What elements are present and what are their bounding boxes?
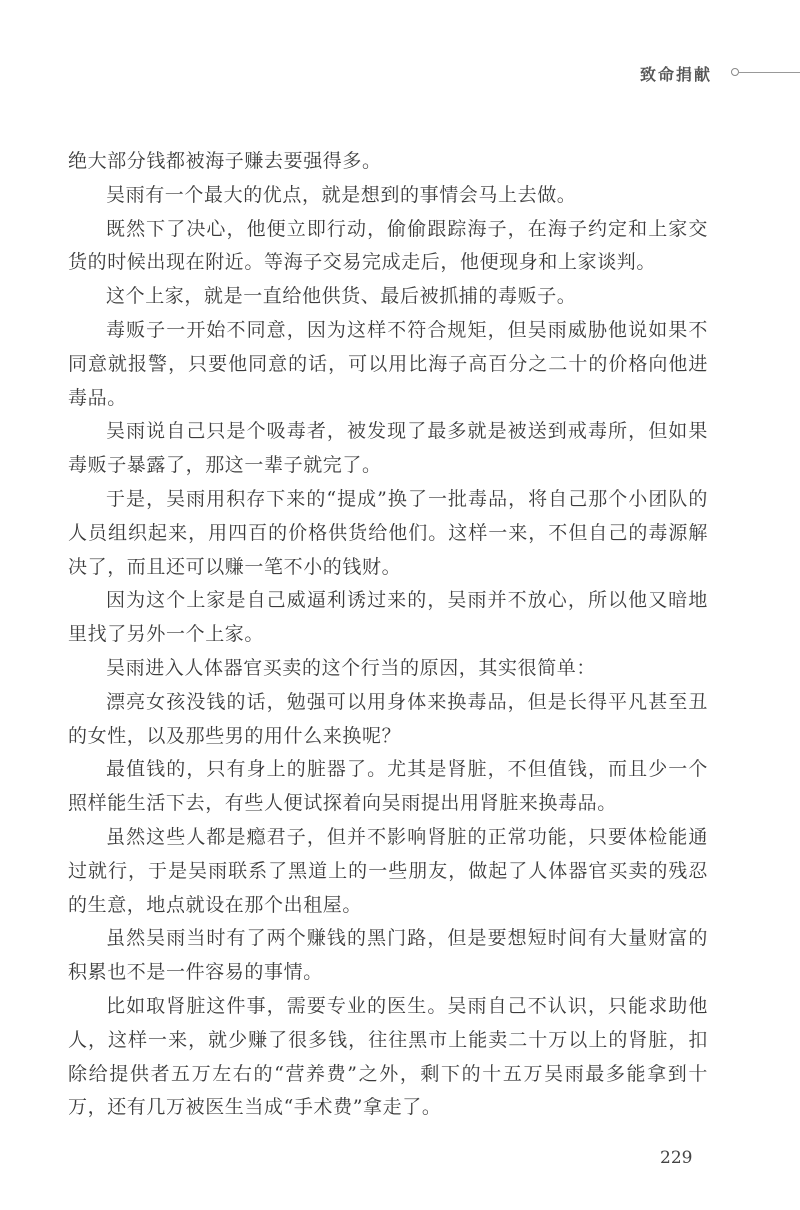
paragraph: 因为这个上家是自己威逼利诱过来的，吴雨并不放心，所以他又暗地里找了另外一个上家。 [68, 589, 708, 646]
page-number: 229 [660, 1148, 693, 1168]
paragraph: 吴雨进入人体器官买卖的这个行当的原因，其实很简单： [106, 656, 597, 679]
paragraph: 吴雨有一个最大的优点，就是想到的事情会马上去做。 [106, 183, 577, 206]
running-title: 致命捐献 [640, 65, 713, 84]
paragraph: 虽然吴雨当时有了两个赚钱的黑门路，但是要想短时间有大量财富的积累也不是一件容易的事情。 [68, 927, 708, 984]
paragraph: 毒贩子一开始不同意，因为这样不符合规矩，但吴雨威胁他说如果不同意就报警，只要他同意的话，可以用比海子高百分之二十的价格向他进毒品。 [68, 318, 708, 409]
paragraph: 最值钱的，只有身上的脏器了。尤其是肾脏，不但值钱，而且少一个照样能生活下去，有些人便试探着向吴雨提出用肾脏来换毒品。 [68, 758, 708, 815]
paragraph-continuation: 绝大部分钱都被海子赚去要强得多。 [68, 150, 382, 172]
paragraph: 既然下了决心，他便立即行动，偷偷跟踪海子，在海子约定和上家交货的时候出现在附近。等海子交易完成走后，他便现身和上家谈判。 [68, 217, 708, 274]
running-head [600, 62, 800, 86]
body-text [68, 145, 708, 1125]
paragraph: 这个上家，就是一直给他供货、最后被抓捕的毒贩子。 [106, 285, 577, 308]
paragraph: 虽然这些人都是瘾君子，但并不影响肾脏的正常功能，只要体检能通过就行，于是吴雨联系了黑道上的一些朋友，做起了人体器官买卖的残忍的生意，地点就设在那个出租屋。 [68, 825, 708, 916]
paragraph: 于是，吴雨用积存下来的“提成”换了一批毒品，将自己那个小团队的人员组织起来，用四百的价格供货给他们。这样一来，不但自己的毒源解决了，而且还可以赚一笔不小的钱财。 [68, 487, 708, 578]
header-rule [739, 72, 800, 73]
paragraph: 比如取肾脏这件事，需要专业的医生。吴雨自己不认识，只能求助他人，这样一来，就少赚了很多钱，往往黑市上能卖二十万以上的肾脏，扣除给提供者五万左右的“营养费”之外，剩下的十五万吴雨最多能拿到十万，还有几万被医生当成“手术费”拿走了。 [68, 994, 708, 1119]
paragraph: 吴雨说自己只是个吸毒者，被发现了最多就是被送到戒毒所，但如果毒贩子暴露了，那这一辈子就完了。 [68, 420, 708, 477]
paragraph: 漂亮女孩没钱的话，勉强可以用身体来换毒品，但是长得平凡甚至丑的女性，以及那些男的用什么来换呢？ [68, 690, 708, 747]
header-ornament-circle [731, 68, 739, 76]
